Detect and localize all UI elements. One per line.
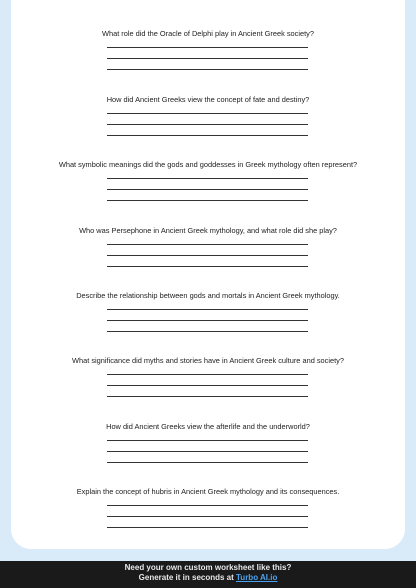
answer-line[interactable]	[107, 255, 308, 256]
answer-line[interactable]	[107, 69, 308, 70]
answer-line[interactable]	[107, 244, 308, 245]
question-text: Explain the concept of hubris in Ancient Greek mythology and its consequences.	[76, 487, 340, 496]
answer-line[interactable]	[107, 320, 308, 321]
answer-line[interactable]	[107, 527, 308, 528]
answer-line[interactable]	[107, 396, 308, 397]
answer-line[interactable]	[107, 516, 308, 517]
question-block	[11, 422, 405, 431]
answer-line[interactable]	[107, 266, 308, 267]
footer-cta-text: Generate it in seconds at	[138, 573, 237, 582]
answer-line[interactable]	[107, 374, 308, 375]
question-block	[11, 29, 405, 38]
question-block	[11, 487, 405, 496]
answer-line[interactable]	[107, 200, 308, 201]
answer-line[interactable]	[107, 113, 308, 114]
answer-line[interactable]	[107, 505, 308, 506]
worksheet-sheet	[11, 0, 405, 549]
answer-line[interactable]	[107, 124, 308, 125]
question-text: How did Ancient Greeks view the afterlife and the underworld?	[106, 422, 310, 431]
answer-line[interactable]	[107, 58, 308, 59]
question-block	[11, 160, 405, 169]
footer-link[interactable]: Turbo AI.io	[236, 573, 278, 582]
answer-line[interactable]	[107, 178, 308, 179]
footer-cta	[0, 573, 416, 583]
answer-line[interactable]	[107, 135, 308, 136]
answer-line[interactable]	[107, 331, 308, 332]
question-text: What symbolic meanings did the gods and goddesses in Greek mythology often represent?	[58, 160, 358, 169]
question-block	[11, 291, 405, 300]
question-text: How did Ancient Greeks view the concept of fate and destiny?	[106, 95, 310, 104]
question-text: What significance did myths and stories have in Ancient Greek culture and society?	[72, 356, 344, 365]
answer-line[interactable]	[107, 462, 308, 463]
answer-line[interactable]	[107, 440, 308, 441]
question-text: Describe the relationship between gods and mortals in Ancient Greek mythology.	[76, 291, 340, 300]
promo-footer	[0, 561, 416, 588]
answer-line[interactable]	[107, 189, 308, 190]
answer-line[interactable]	[107, 385, 308, 386]
question-text: Who was Persephone in Ancient Greek mythology, and what role did she play?	[79, 226, 337, 235]
question-text: What role did the Oracle of Delphi play in Ancient Greek society?	[102, 29, 314, 38]
footer-tagline: Need your own custom worksheet like this?	[124, 563, 292, 572]
answer-line[interactable]	[107, 47, 308, 48]
question-block	[11, 95, 405, 104]
answer-line[interactable]	[107, 451, 308, 452]
question-block	[11, 226, 405, 235]
answer-line[interactable]	[107, 309, 308, 310]
question-block	[11, 356, 405, 365]
